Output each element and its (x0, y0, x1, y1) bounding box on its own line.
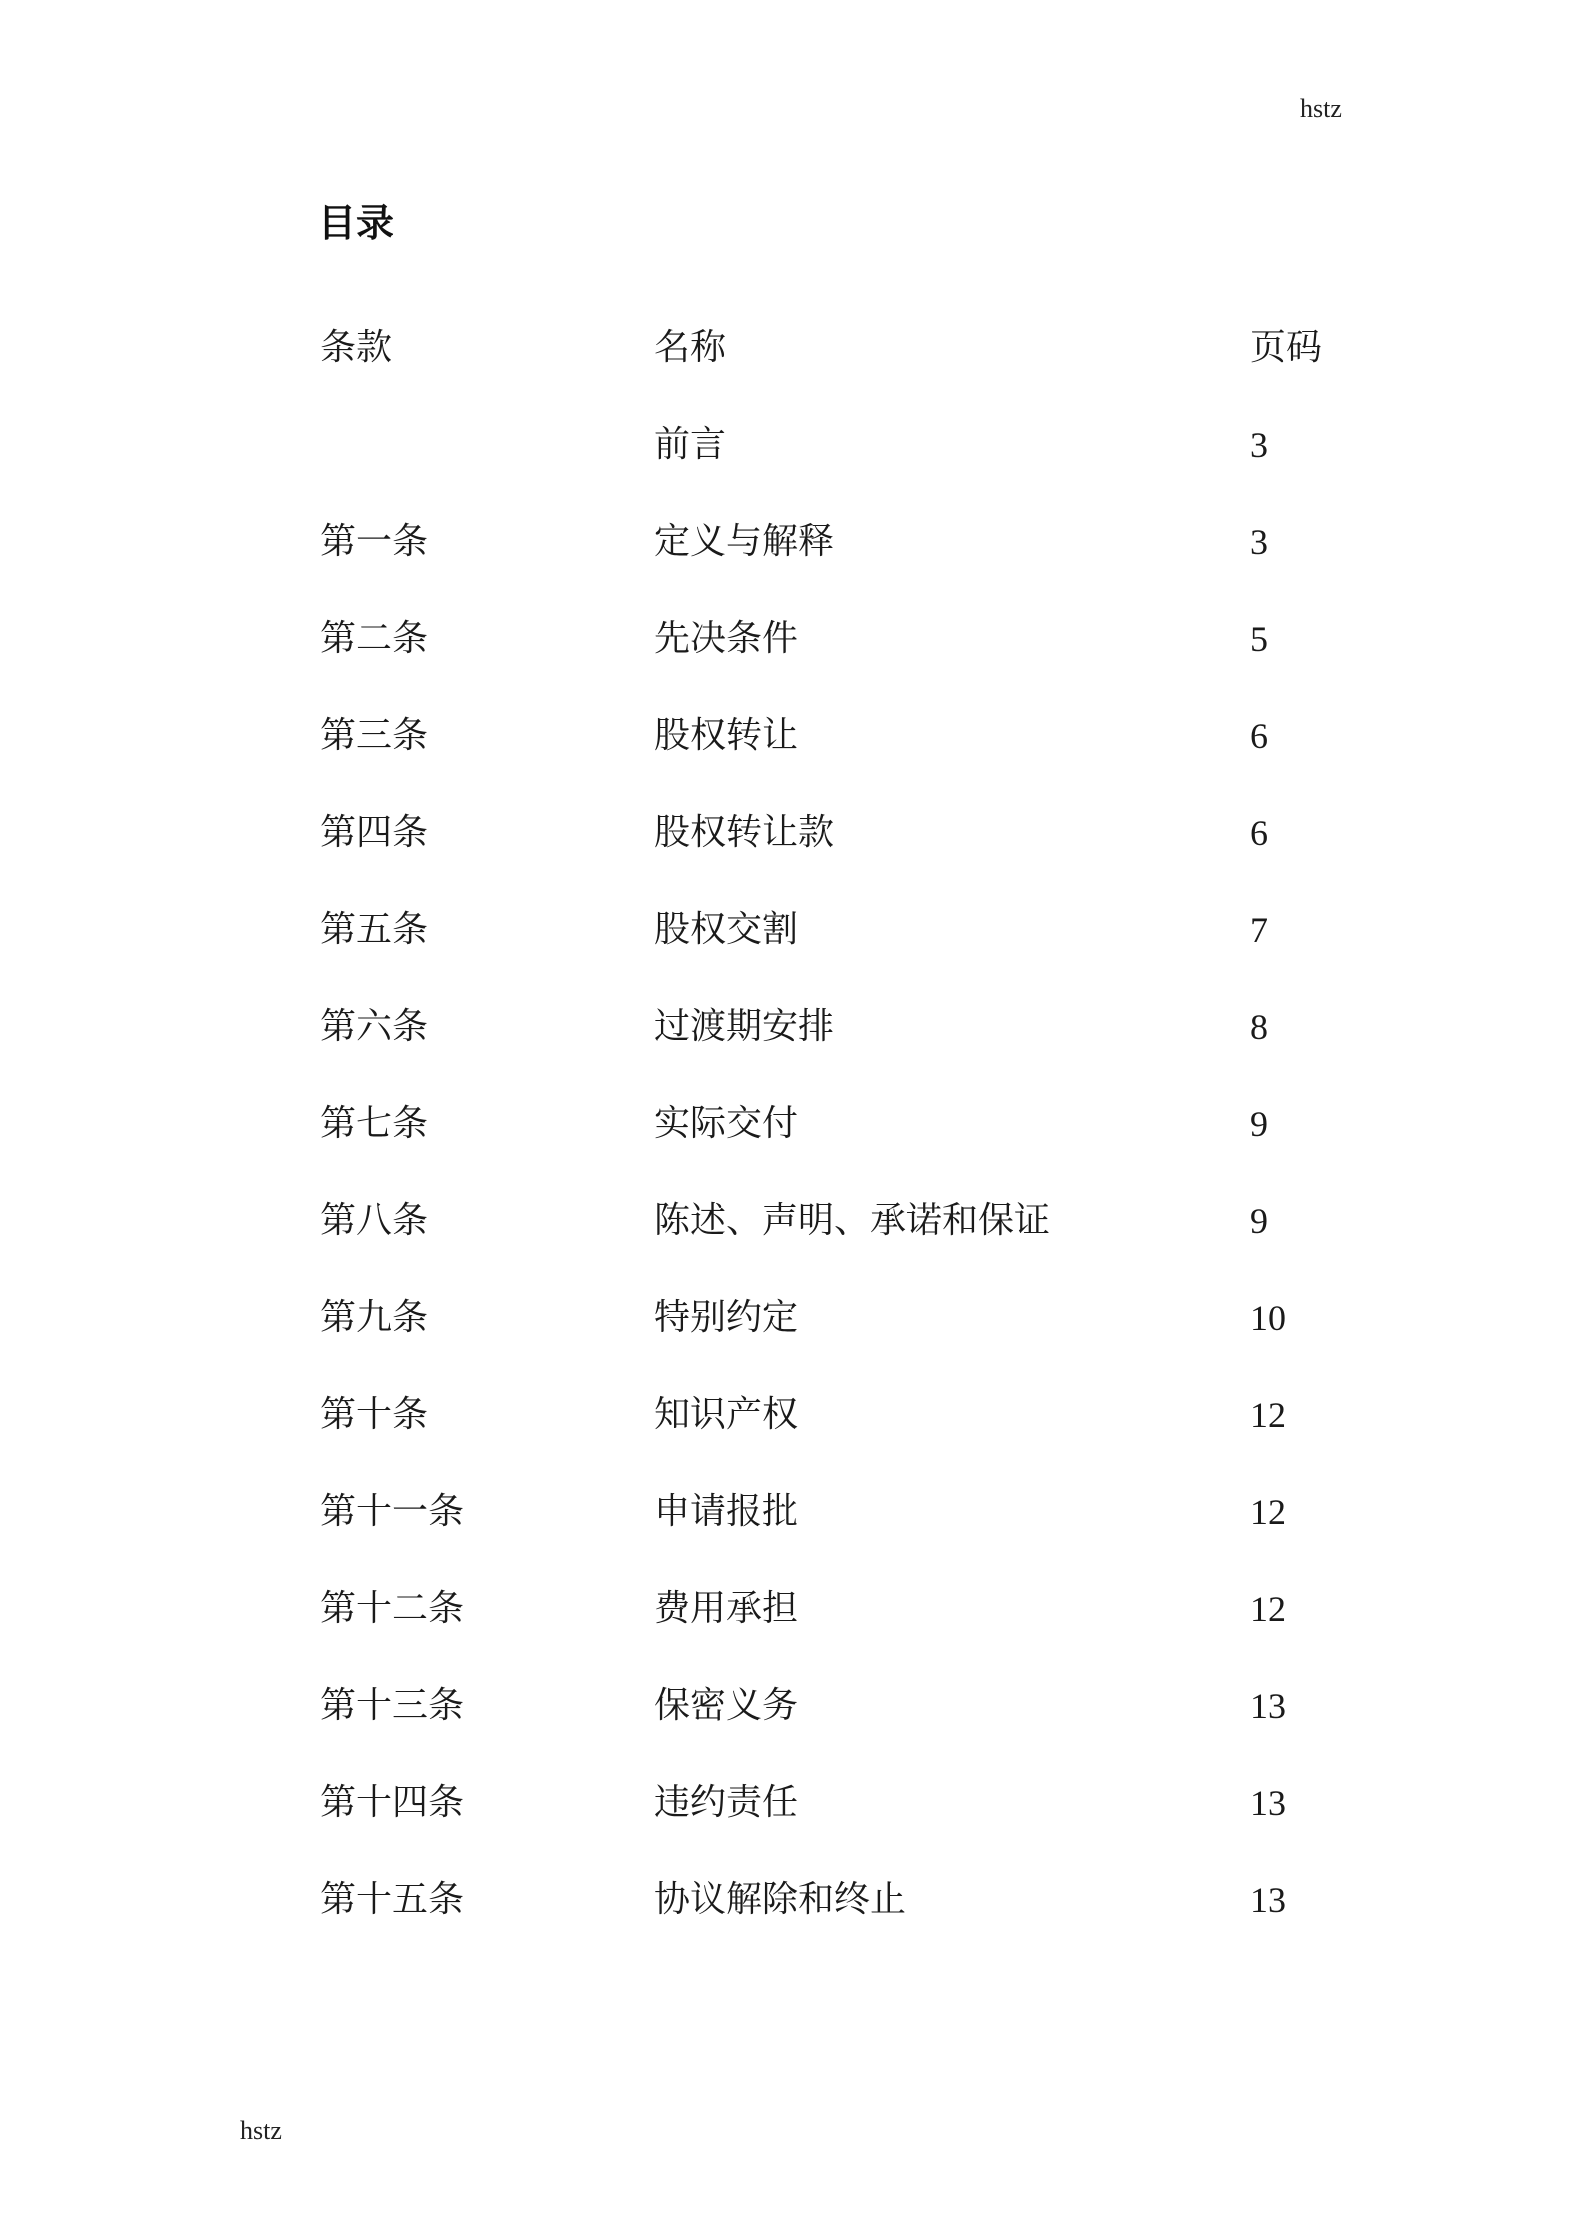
toc-clause: 第三条 (320, 715, 429, 756)
toc-clause: 第十条 (320, 1394, 429, 1435)
column-header-page: 页码 (1250, 327, 1323, 368)
footer-mark: hstz (240, 2116, 282, 2145)
toc-entry-name: 定义与解释 (654, 521, 835, 562)
toc-clause: 第一条 (320, 521, 429, 562)
toc-row (320, 1286, 1340, 1383)
toc-clause: 第六条 (320, 1006, 429, 1047)
toc-page-number: 12 (1250, 1395, 1286, 1435)
toc-clause: 第二条 (320, 618, 429, 659)
toc-row (320, 1480, 1340, 1577)
column-header-name: 名称 (654, 327, 727, 368)
toc-row (320, 1577, 1340, 1674)
toc-page-number: 6 (1250, 716, 1268, 756)
toc-entry-name: 陈述、声明、承诺和保证 (654, 1200, 1051, 1241)
toc-row (320, 1383, 1340, 1480)
toc-clause: 第十二条 (320, 1588, 465, 1629)
toc-clause: 第十三条 (320, 1685, 465, 1726)
toc-page-number: 10 (1250, 1298, 1286, 1338)
toc-table (320, 316, 1340, 1965)
toc-page-number: 13 (1250, 1686, 1286, 1726)
toc-entry-name: 协议解除和终止 (654, 1879, 907, 1920)
toc-entry-name: 股权交割 (654, 909, 799, 950)
toc-rows (320, 413, 1340, 1965)
toc-row (320, 607, 1340, 704)
toc-row (320, 801, 1340, 898)
header-mark: hstz (1300, 94, 1342, 123)
toc-clause: 第十四条 (320, 1782, 465, 1823)
toc-page-number: 3 (1250, 425, 1268, 465)
toc-page-number: 12 (1250, 1589, 1286, 1629)
toc-clause: 第四条 (320, 812, 429, 853)
toc-clause: 第十五条 (320, 1879, 465, 1920)
toc-entry-name: 知识产权 (654, 1394, 799, 1435)
toc-page-number: 9 (1250, 1201, 1268, 1241)
toc-page-number: 6 (1250, 813, 1268, 853)
toc-row (320, 413, 1340, 510)
toc-title: 目录 (318, 201, 395, 245)
toc-entry-name: 先决条件 (654, 618, 799, 659)
toc-row (320, 510, 1340, 607)
toc-page-number: 3 (1250, 522, 1268, 562)
toc-entry-name: 股权转让 (654, 715, 799, 756)
toc-entry-name: 特别约定 (654, 1297, 799, 1338)
toc-row (320, 704, 1340, 801)
toc-page-number: 7 (1250, 910, 1268, 950)
toc-entry-name: 前言 (654, 424, 727, 465)
toc-header-row (320, 316, 1340, 413)
toc-clause: 第五条 (320, 909, 429, 950)
toc-row (320, 995, 1340, 1092)
toc-clause: 第八条 (320, 1200, 429, 1241)
toc-entry-name: 申请报批 (654, 1491, 799, 1532)
toc-row (320, 1674, 1340, 1771)
toc-clause: 第九条 (320, 1297, 429, 1338)
column-header-clause: 条款 (320, 327, 393, 368)
toc-page-number: 13 (1250, 1880, 1286, 1920)
toc-page-number: 13 (1250, 1783, 1286, 1823)
toc-page-number: 12 (1250, 1492, 1286, 1532)
toc-row (320, 898, 1340, 995)
toc-entry-name: 股权转让款 (654, 812, 835, 853)
toc-entry-name: 违约责任 (654, 1782, 799, 1823)
toc-clause: 第七条 (320, 1103, 429, 1144)
toc-page-number: 8 (1250, 1007, 1268, 1047)
toc-row (320, 1092, 1340, 1189)
toc-entry-name: 实际交付 (654, 1103, 799, 1144)
toc-row (320, 1771, 1340, 1868)
toc-page-number: 9 (1250, 1104, 1268, 1144)
toc-entry-name: 保密义务 (654, 1685, 799, 1726)
toc-clause: 第十一条 (320, 1491, 465, 1532)
toc-entry-name: 过渡期安排 (654, 1006, 835, 1047)
toc-row (320, 1868, 1340, 1965)
toc-entry-name: 费用承担 (654, 1588, 799, 1629)
toc-page-number: 5 (1250, 619, 1268, 659)
toc-row (320, 1189, 1340, 1286)
